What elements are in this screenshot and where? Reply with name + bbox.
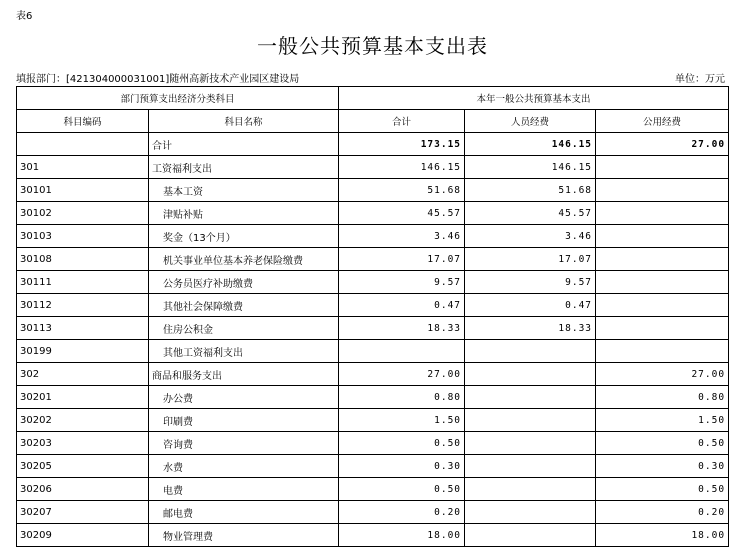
table-row <box>17 386 729 409</box>
row-name: 办公费 <box>149 386 339 409</box>
row-personnel <box>465 363 596 386</box>
row-code: 30108 <box>17 248 149 271</box>
row-total: 17.07 <box>339 248 465 271</box>
row-code: 30103 <box>17 225 149 248</box>
table-row <box>17 179 729 202</box>
row-public: 0.50 <box>596 478 729 501</box>
row-code: 30101 <box>17 179 149 202</box>
row-code: 30207 <box>17 501 149 524</box>
row-public <box>596 294 729 317</box>
row-public <box>596 248 729 271</box>
row-name: 基本工资 <box>149 179 339 202</box>
table-row <box>17 455 729 478</box>
unit-label: 单位：万元 <box>675 74 725 85</box>
row-name: 水费 <box>149 455 339 478</box>
row-personnel: 3.46 <box>465 225 596 248</box>
total-code-cell <box>17 133 149 156</box>
table-row <box>17 202 729 225</box>
table-row <box>17 478 729 501</box>
row-code: 30205 <box>17 455 149 478</box>
row-personnel <box>465 501 596 524</box>
row-total: 146.15 <box>339 156 465 179</box>
row-public: 0.20 <box>596 501 729 524</box>
row-name: 邮电费 <box>149 501 339 524</box>
row-code: 30203 <box>17 432 149 455</box>
row-total: 0.30 <box>339 455 465 478</box>
header-personnel: 人员经费 <box>465 110 596 133</box>
row-name: 奖金（13个月） <box>149 225 339 248</box>
row-total: 0.20 <box>339 501 465 524</box>
row-name: 津贴补贴 <box>149 202 339 225</box>
row-total: 18.00 <box>339 524 465 547</box>
row-code: 30206 <box>17 478 149 501</box>
row-public <box>596 225 729 248</box>
row-public: 0.80 <box>596 386 729 409</box>
header-econ-classification: 部门预算支出经济分类科目 <box>17 87 339 110</box>
row-total: 18.33 <box>339 317 465 340</box>
row-public <box>596 271 729 294</box>
row-personnel: 0.47 <box>465 294 596 317</box>
row-name: 物业管理费 <box>149 524 339 547</box>
row-personnel <box>465 455 596 478</box>
table-row <box>17 317 729 340</box>
row-code: 301 <box>17 156 149 179</box>
row-code: 30102 <box>17 202 149 225</box>
row-total: 9.57 <box>339 271 465 294</box>
row-code: 30201 <box>17 386 149 409</box>
total-personnel: 146.15 <box>465 133 596 156</box>
table-row <box>17 524 729 547</box>
total-label: 合计 <box>149 133 339 156</box>
row-name: 电费 <box>149 478 339 501</box>
total-total: 173.15 <box>339 133 465 156</box>
row-public: 18.00 <box>596 524 729 547</box>
row-personnel <box>465 340 596 363</box>
row-total: 0.50 <box>339 478 465 501</box>
row-personnel <box>465 524 596 547</box>
table-row <box>17 340 729 363</box>
budget-table <box>16 86 729 547</box>
row-total: 51.68 <box>339 179 465 202</box>
row-name: 商品和服务支出 <box>149 363 339 386</box>
table-row <box>17 409 729 432</box>
row-total: 3.46 <box>339 225 465 248</box>
row-personnel <box>465 432 596 455</box>
row-code: 30199 <box>17 340 149 363</box>
row-name: 工资福利支出 <box>149 156 339 179</box>
header-name: 科目名称 <box>149 110 339 133</box>
table-row <box>17 501 729 524</box>
row-personnel <box>465 386 596 409</box>
table-row <box>17 363 729 386</box>
row-name: 其他工资福利支出 <box>149 340 339 363</box>
row-code: 30209 <box>17 524 149 547</box>
page-title: 一般公共预算基本支出表 <box>257 34 488 58</box>
table-number: 表6 <box>16 11 33 22</box>
row-personnel: 9.57 <box>465 271 596 294</box>
row-personnel: 45.57 <box>465 202 596 225</box>
table-row <box>17 432 729 455</box>
row-public: 0.30 <box>596 455 729 478</box>
row-code: 302 <box>17 363 149 386</box>
row-personnel <box>465 478 596 501</box>
header-total: 合计 <box>339 110 465 133</box>
row-personnel: 146.15 <box>465 156 596 179</box>
header-basic-expenditure: 本年一般公共预算基本支出 <box>339 87 729 110</box>
table-row <box>17 156 729 179</box>
row-personnel: 51.68 <box>465 179 596 202</box>
row-public: 1.50 <box>596 409 729 432</box>
row-name: 其他社会保障缴费 <box>149 294 339 317</box>
row-code: 30111 <box>17 271 149 294</box>
row-total: 0.47 <box>339 294 465 317</box>
row-public: 27.00 <box>596 363 729 386</box>
row-total <box>339 340 465 363</box>
row-name: 咨询费 <box>149 432 339 455</box>
total-public: 27.00 <box>596 133 729 156</box>
row-total: 0.80 <box>339 386 465 409</box>
row-public <box>596 202 729 225</box>
row-public <box>596 179 729 202</box>
row-personnel <box>465 409 596 432</box>
row-total: 45.57 <box>339 202 465 225</box>
row-name: 机关事业单位基本养老保险缴费 <box>149 248 339 271</box>
table-row <box>17 248 729 271</box>
table-row <box>17 271 729 294</box>
row-public <box>596 317 729 340</box>
row-public <box>596 156 729 179</box>
row-code: 30112 <box>17 294 149 317</box>
row-total: 1.50 <box>339 409 465 432</box>
header-group-row <box>17 87 729 110</box>
row-name: 住房公积金 <box>149 317 339 340</box>
header-code: 科目编码 <box>17 110 149 133</box>
row-total: 0.50 <box>339 432 465 455</box>
row-code: 30202 <box>17 409 149 432</box>
row-personnel: 18.33 <box>465 317 596 340</box>
row-public <box>596 340 729 363</box>
row-personnel: 17.07 <box>465 248 596 271</box>
header-public: 公用经费 <box>596 110 729 133</box>
row-public: 0.50 <box>596 432 729 455</box>
reporting-unit: 填报部门：[421304000031001]随州高新技术产业园区建设局 <box>16 74 300 85</box>
row-code: 30113 <box>17 317 149 340</box>
table-row <box>17 294 729 317</box>
row-total: 27.00 <box>339 363 465 386</box>
header-column-row <box>17 110 729 133</box>
row-name: 印刷费 <box>149 409 339 432</box>
total-row <box>17 133 729 156</box>
row-name: 公务员医疗补助缴费 <box>149 271 339 294</box>
table-row <box>17 225 729 248</box>
